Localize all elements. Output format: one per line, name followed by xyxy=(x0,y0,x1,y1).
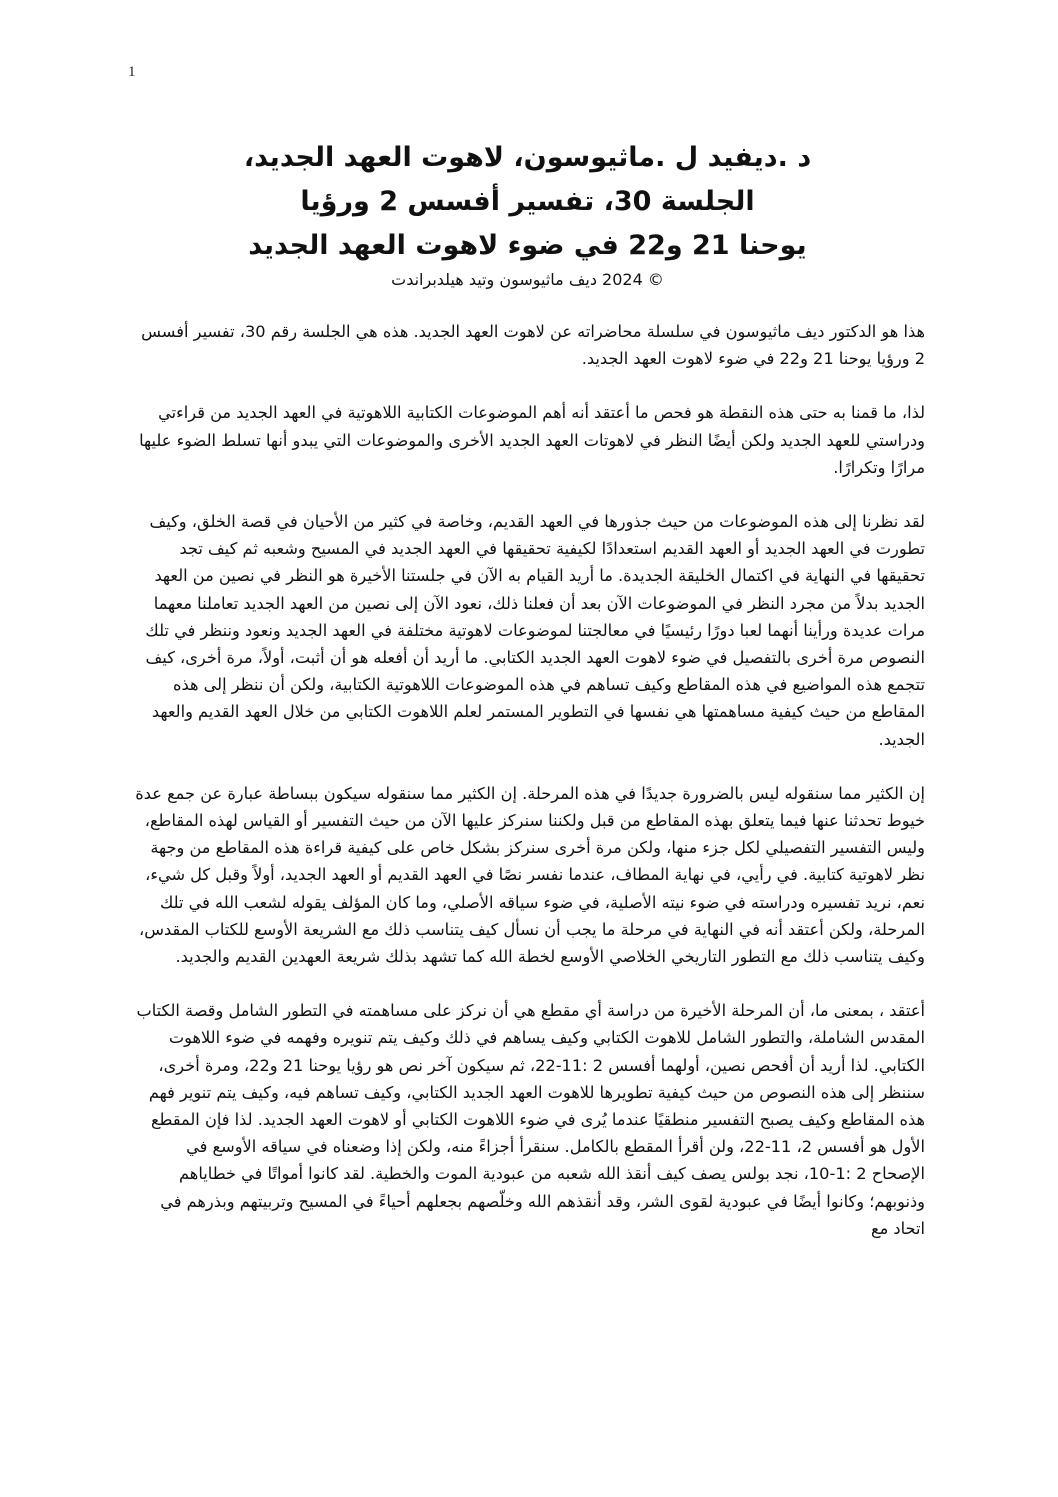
paragraph: لذا، ما قمنا به حتى هذه النقطة هو فحص ما أعتقد أنه أهم الموضوعات الكتابية اللاهوتية في العهد الجديد من قراءتي ودراستي للعهد الجديد ولكن أيضًا النظر في لاهوتات العهد الجديد الأخرى والموضوعات التي يبدو أنها تسلط الضوء عليها مرارًا وتكرارًا. xyxy=(139,403,925,477)
copyright-line: © 2024 ديف ماثيوسون وتيد هيلدبراندت xyxy=(391,270,664,289)
document-header xyxy=(130,136,925,292)
paragraph: لقد نظرنا إلى هذه الموضوعات من حيث جذورها في العهد القديم، وخاصة في كثير من الأحيان في قصة الخلق، وكيف تطورت في العهد الجديد أو العهد القديم استعدادًا لكيفية تحقيقها في العهد الجديد في المسيح وشعبه ثم كيف تجد تحقيقها في النهاية في اكتمال الخليقة الجديدة. ما أريد القيام به الآن في جلستنا الأخيرة هو النظر في نصين من العهد الجديد بدلاً من مجرد النظر في الموضوعات الآن بعد أن فعلنا ذلك، نعود الآن إلى نصين من العهد الجديد تعاملنا معهما مرات عديدة ورأينا أنهما لعبا دورًا رئيسيًا في معالجتنا لموضوعات لاهوتية مختلفة في العهد الجديد ونعود وننظر في تلك النصوص مرة أخرى بالتفصيل في ضوء لاهوت العهد الجديد الكتابي. ما أريد أن أفعله هو أن أثبت، أولاً، مرة أخرى، كيف تتجمع هذه المواضيع في هذه المقاطع وكيف تساهم في هذه الموضوعات اللاهوتية الكتابية، ولكن أن ننظر إلى هذه المقاطع من حيث كيفية مساهمتها هي نفسها في التطوير المستمر لعلم اللاهوت الكتابي من خلال العهد القديم والعهد الجديد. xyxy=(145,512,925,749)
page-number: 1 xyxy=(128,64,136,80)
document-body xyxy=(135,318,925,1269)
title-line-2: الجلسة 30، تفسير أفسس 2 ورؤيا xyxy=(300,186,755,217)
paragraph-intro: هذا هو الدكتور ديف ماثيوسون في سلسلة محاضراته عن لاهوت العهد الجديد. هذه هي الجلسة رقم 30، تفسير أفسس 2 ورؤيا يوحنا 21 و22 في ضوء لاهوت العهد الجديد. xyxy=(141,322,925,369)
title-line-3: يوحنا 21 و22 في ضوء لاهوت العهد الجديد xyxy=(248,230,807,261)
paragraph: إن الكثير مما سنقوله ليس بالضرورة جديدًا في هذه المرحلة. إن الكثير مما سنقوله سيكون ببساطة عبارة عن جمع عدة خيوط تحدثنا عنها فيما يتعلق بهذه المقاطع من قبل ولكننا سنركز عليها الآن من حيث التفسير أو القياس لهذه المقاطع، وليس التفسير التفصيلي لكل جزء منها، ولكن مرة أخرى سنركز بشكل خاص على كيفية قراءة هذه المقاطع من وجهة نظر لاهوتية كتابية. في رأيي، في نهاية المطاف، عندما نفسر نصًا في العهد القديم أو العهد الجديد، أولاً وقبل كل شيء، نعم، نريد تفسيره ودراسته في ضوء نيته الأصلية، في ضوء سياقه الأصلي، وما كان المؤلف يقوله لشعب الله في تلك المرحلة، ولكن أعتقد أنه في النهاية في مرحلة ما يجب أن نسأل كيف يتناسب ذلك مع الشريعة الأوسع للكتاب المقدس، وكيف يتناسب ذلك مع التطور التاريخي الخلاصي الأوسع لخطة الله كما تشهد بذلك شريعة العهدين القديم والجديد. xyxy=(135,783,925,967)
paragraph: أعتقد ، بمعنى ما، أن المرحلة الأخيرة من دراسة أي مقطع هي أن نركز على مساهمته في التطور الشامل وقصة الكتاب المقدس الشاملة، والتطور الشامل للاهوت الكتابي وكيف يساهم في ذلك وكيف يتم تنويره وفهمه في ضوء اللاهوت الكتابي. لذا أريد أن أفحص نصين، أولهما أفسس 2 :11-22، ثم سيكون آخر نص هو رؤيا يوحنا 21 و22، ومرة أخرى، سننظر إلى هذه النصوص من حيث كيفية تطويرها للاهوت العهد الجديد الكتابي، وكيف تساهم فيه، وكيف يتم تنوير فهم هذه المقاطع وكيف يصبح التفسير منطقيًا عندما يُرى في ضوء اللاهوت الكتابي أو لاهوت العهد الجديد. لذا فإن المقطع الأول هو أفسس 2، 11-22، ولن أقرأ المقطع بالكامل. سنقرأ أجزاءً منه، ولكن إذا وضعناه في سياقه الأوسع في الإصحاح 2 :1-10، نجد بولس يصف كيف أنقذ الله شعبه من عبودية الموت والخطية. لقد كانوا أمواتًا في خطاياهم وذنوبهم؛ وكانوا أيضًا في عبودية لقوى الشر، وقد أنقذهم الله وخلّصهم بجعلهم أحياءً في المسيح وتربيتهم وبذرهم في اتحاد مع xyxy=(136,1001,925,1238)
title-line-1: د .ديفيد ل .ماثيوسون، لاهوت العهد الجديد، xyxy=(243,142,812,173)
